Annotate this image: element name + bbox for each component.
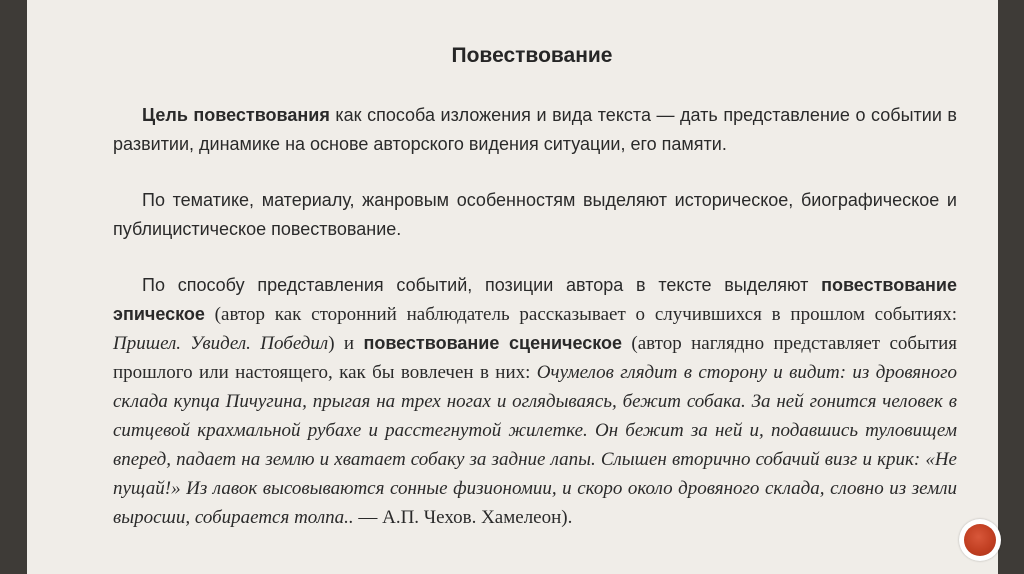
scenic-example-quote: Очумелов глядит в сторону и видит: из дровяного склада купца Пичугина, прыгая на трех ногах и оглядываясь, бежит собака. За ней гонится человек в ситцевой крахмальной рубахе и расстегнутой жилетке. Он бежит за ней и, подавшись туловищем вперед, падает на землю и хватает собаку за задние лапы. Слышен вторично собачий визг и крик: «Не пущай!» Из лавок высовываются сонные физиономии, и скоро около дровяного склада, словно из земли выросши, собирается толпа.. bbox=[113, 362, 957, 528]
goal-bold-lead: Цель повествования bbox=[142, 105, 330, 125]
goal-text: как способа изложения и вида текста — дать представление о событии в развитии, динамике на основе авторского видения ситуации, его памяти. bbox=[113, 105, 957, 154]
red-circle-icon bbox=[964, 524, 996, 556]
paragraph-goal bbox=[113, 101, 957, 159]
types-text: По тематике, материалу, жанровым особенностям выделяют историческое, биографическое и публицистическое повествование. bbox=[113, 190, 957, 239]
slide-title: Повествование bbox=[451, 44, 613, 67]
left-side-bar bbox=[0, 0, 27, 574]
paragraph-manner bbox=[113, 271, 957, 532]
right-side-bar bbox=[998, 0, 1024, 574]
manner-text-4: (автор наглядно представляет события прошлого или настоящего, как бы вовлечен в них: bbox=[113, 333, 958, 383]
scenic-term: повествование сценическое bbox=[363, 333, 623, 353]
slide-body bbox=[113, 101, 957, 532]
quote-attribution: — А.П. Чехов. Хамелеон). bbox=[353, 507, 573, 528]
epic-term: повествование эпическое bbox=[113, 275, 957, 324]
slide-badge-icon bbox=[959, 519, 1001, 561]
epic-example: Пришел. Увидел. Победил bbox=[113, 333, 329, 354]
manner-text-1: По способу представления событий, позиции автора в тексте выделяют bbox=[142, 275, 822, 295]
paragraph-types bbox=[113, 186, 957, 244]
manner-text-3: ) и bbox=[328, 333, 364, 354]
manner-text-2: (автор как сторонний наблюдатель рассказывает о случившихся в прошлом событиях: bbox=[204, 304, 957, 325]
